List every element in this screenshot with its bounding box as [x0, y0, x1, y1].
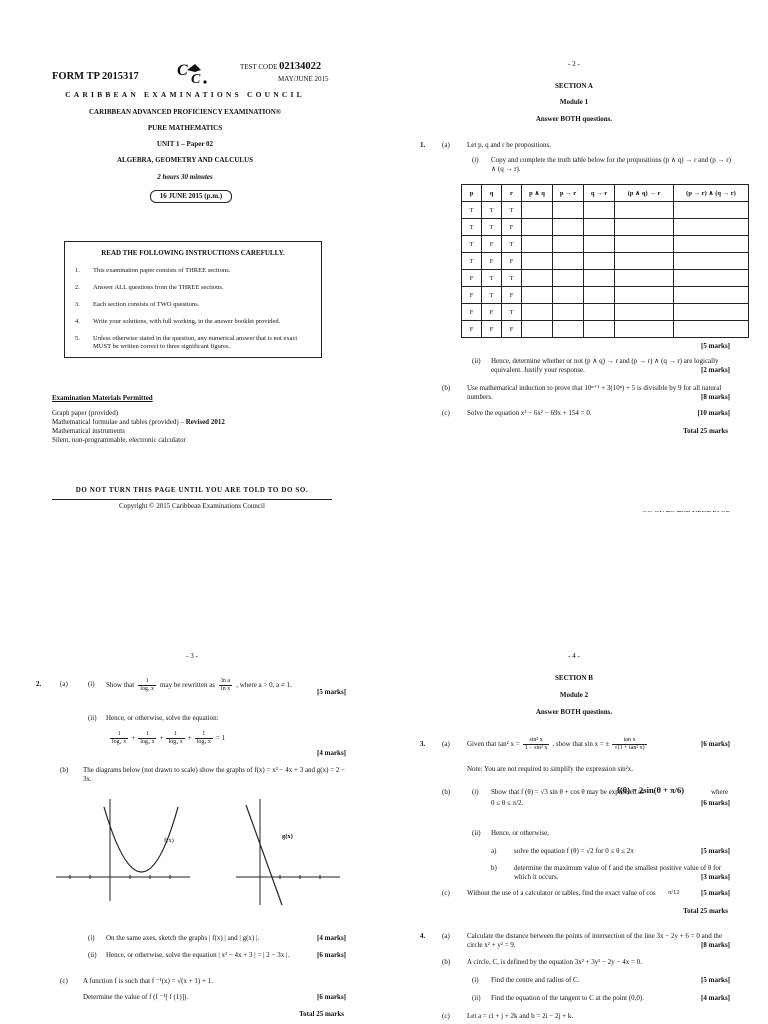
table-cell [674, 253, 749, 270]
instruction-item [75, 284, 311, 292]
exam-date: 16 JUNE 2015 (p.m.) [150, 190, 232, 203]
marks: [6 marks] [317, 993, 346, 1001]
table-cell [522, 270, 553, 287]
question-number: 2. [36, 680, 42, 688]
fraction-numerator: ln a [221, 677, 231, 684]
test-code-label [240, 62, 321, 72]
item-label: b) [491, 864, 497, 872]
table-header-cell: r [502, 185, 522, 202]
instruction-number: 2. [75, 284, 80, 291]
marks: [2 marks] [701, 366, 730, 374]
marks: [5 marks] [701, 342, 730, 350]
table-row [462, 219, 749, 236]
table-cell [615, 219, 674, 236]
answer-instruction: Answer BOTH questions. [535, 115, 613, 123]
table-cell [522, 253, 553, 270]
text-fragment: , where a > 0, a ≠ 1. [236, 680, 292, 689]
subpart-label: (i) [88, 680, 95, 688]
part-label: (a) [442, 141, 450, 149]
table-cell [553, 287, 584, 304]
page-4 [384, 512, 768, 1024]
page-2 [384, 0, 768, 512]
instruction-text: Write your solutions, with full working, in the answer booklet provided. [93, 318, 281, 325]
instruction-item [75, 335, 311, 351]
part-text: Solve the equation x³ − 6x² − 69x + 154 = 0. [467, 409, 592, 417]
copyright: Copyright © 2015 Caribbean Examinations Council [119, 502, 265, 510]
table-cell: T [482, 219, 502, 236]
module-title: Module 2 [559, 691, 589, 699]
part-label: (b) [442, 788, 451, 796]
fraction-numerator: sin² x [529, 736, 543, 743]
table-cell [674, 304, 749, 321]
test-code-label-text: TEST CODE [240, 63, 278, 71]
item-label: a) [491, 847, 497, 855]
table-cell [553, 253, 584, 270]
question-number: 3. [420, 740, 426, 748]
instructions-title: READ THE FOLLOWING INSTRUCTIONS CAREFULLY. [101, 249, 285, 257]
subpart-text: Find the equation of the tangent to C at the point (0,0). [491, 994, 644, 1002]
table-header-cell: q [482, 185, 502, 202]
marks: [5 marks] [317, 688, 346, 696]
table-cell [615, 202, 674, 219]
page-number: - 4 - [568, 652, 580, 660]
table-row [462, 202, 749, 219]
plus-sign: + [159, 733, 164, 742]
total-marks: Total 25 marks [683, 427, 728, 435]
table-row [462, 287, 749, 304]
marks: [6 marks] [701, 799, 730, 807]
note: Note: You are not required to simplify the expression sin²x. [467, 765, 633, 773]
table-cell [584, 304, 615, 321]
part-label: (b) [442, 958, 451, 966]
truth-table [461, 184, 749, 338]
page-1 [0, 0, 384, 512]
table-row [462, 321, 749, 338]
text-fragment: may be rewritten as [160, 680, 216, 689]
fraction-denominator: log₃ x [140, 738, 155, 745]
subpart-text: Show that f (θ) = √3 sin θ + cos θ may be expressed as [491, 788, 644, 796]
topic: ALGEBRA, GEOMETRY AND CALCULUS [116, 156, 253, 164]
fraction [166, 731, 184, 746]
subpart-label: (ii) [88, 951, 97, 959]
instructions-box [64, 241, 322, 358]
table-row [462, 304, 749, 321]
fraction-denominator: √(1 + tan² x) [614, 744, 645, 751]
material-item [52, 418, 352, 427]
table-cell: T [502, 236, 522, 253]
fraction-denominator: log₂ x [112, 738, 127, 745]
marks: [4 marks] [317, 934, 346, 942]
table-cell [522, 321, 553, 338]
marks: [5 marks] [701, 976, 730, 984]
total-marks: Total 25 marks [683, 907, 728, 915]
table-cell [674, 321, 749, 338]
fraction [110, 731, 128, 746]
table-cell: F [462, 321, 482, 338]
part-label: (a) [60, 680, 68, 688]
part-text: A circle, C, is defined by the equation 3x² + 3y² − 2y − 4x = 0. [467, 958, 642, 966]
table-header-cell: q → r [584, 185, 615, 202]
page-number: - 3 - [186, 652, 198, 660]
part-text: Determine the value of f (f ⁻¹[ f (1)]). [83, 993, 189, 1001]
table-cell [615, 321, 674, 338]
truth-table-header [462, 185, 749, 202]
table-cell: T [502, 270, 522, 287]
instruction-text: This examination paper consists of THREE sections. [93, 267, 231, 274]
table-cell [584, 219, 615, 236]
fraction [138, 731, 156, 746]
table-cell [553, 236, 584, 253]
instruction-text: Unless otherwise stated in the question, any numerical answer that is not exact MUST be written correct to three significant figures. [93, 335, 298, 350]
table-cell: T [502, 202, 522, 219]
fraction [612, 737, 646, 752]
subpart-text: Hence, or otherwise, solve the equation | x² − 4x + 3 | = | 2 − 3x |. [106, 951, 290, 959]
fraction [138, 678, 156, 693]
part-text: A function f is such that f ⁻¹(x) = √(x + 1) + 1. [83, 977, 213, 985]
form-number: FORM TP 2015317 [52, 71, 139, 82]
marks: [6 marks] [701, 740, 730, 748]
table-cell [522, 202, 553, 219]
instruction-item [75, 301, 311, 309]
module-title: Module 1 [559, 98, 589, 106]
table-cell: F [462, 270, 482, 287]
table-cell: F [502, 287, 522, 304]
subpart-label: (i) [88, 934, 95, 942]
table-cell: F [502, 219, 522, 236]
fraction [523, 737, 550, 752]
table-cell [553, 321, 584, 338]
subpart-text: On the same axes, sketch the graphs | f(x) | and | g(x) |. [106, 934, 260, 942]
table-cell: F [482, 321, 502, 338]
instruction-number: 5. [75, 335, 80, 342]
instruction-text: Each section consists of TWO questions. [93, 301, 200, 308]
table-cell: F [462, 304, 482, 321]
table-cell: F [482, 304, 502, 321]
answer-instruction: Answer BOTH questions. [535, 708, 613, 716]
table-cell: F [482, 253, 502, 270]
subpart-text: Hence, or otherwise, solve the equation: [106, 714, 219, 722]
table-header-cell: (p → r) ∧ (q → r) [674, 185, 749, 202]
subpart-label: (ii) [472, 829, 481, 837]
table-cell [615, 287, 674, 304]
expression: f(θ) = 2sin(θ + π/6) [617, 785, 685, 795]
subpart-label: (ii) [88, 714, 97, 722]
part-text: Let p, q and r be propositions. [467, 141, 551, 149]
table-header-cell: p [462, 185, 482, 202]
page-number: - 2 - [568, 60, 580, 68]
section-title: SECTION B [555, 674, 593, 682]
subject: PURE MATHEMATICS [147, 124, 223, 132]
text-fragment: Show that [106, 680, 135, 689]
question-number: 1. [420, 141, 426, 149]
part-label: (b) [60, 766, 69, 774]
table-cell [584, 236, 615, 253]
table-cell [584, 321, 615, 338]
instruction-text: Answer ALL questions from the THREE sections. [93, 284, 224, 291]
fraction-denominator: log₅ x [196, 738, 211, 745]
table-cell [584, 287, 615, 304]
table-cell [522, 287, 553, 304]
fraction-numerator: 1 [145, 730, 149, 737]
part-label: (c) [442, 409, 450, 417]
table-row [462, 253, 749, 270]
instruction-item [75, 318, 311, 326]
material-revised: Revised 2012 [185, 418, 225, 426]
table-cell: T [482, 270, 502, 287]
subpart-text: Hence, or otherwise, [491, 829, 549, 837]
text-fragment: Given that tan² x = [467, 739, 520, 748]
part-text: Let a = ci + j + 2k and b = 2i − 2j + k. [467, 1012, 574, 1020]
fraction-denominator: logₐ x [140, 685, 155, 692]
subpart-text: where [711, 788, 729, 796]
table-cell [674, 236, 749, 253]
cxc-logo-icon [177, 58, 211, 86]
graph-f [52, 797, 192, 902]
item-text: determine the maximum value of f and the smallest positive value of θ for which it occurs. [514, 864, 722, 881]
subpart-text: Hence, determine whether or not (p ∧ q) → r and (p → r) ∧ (q → r) are logically equivalent. Justify your response. [491, 357, 719, 374]
table-cell [553, 219, 584, 236]
fraction [195, 731, 213, 746]
table-cell: T [462, 219, 482, 236]
fraction-denominator: log₄ x [168, 738, 183, 745]
subpart-text: Find the centre and radius of C. [491, 976, 580, 984]
subpart-label: (i) [472, 788, 479, 796]
table-row [462, 236, 749, 253]
table-cell [615, 304, 674, 321]
part-label: (b) [442, 384, 451, 392]
total-marks: Total 25 marks [299, 1010, 344, 1018]
part-label: (a) [442, 740, 450, 748]
fraction-numerator: tan x [623, 736, 636, 743]
item-text: solve the equation f (θ) = √2 for 0 ≤ θ ≤ 2π [514, 847, 634, 855]
material-item: Mathematical instruments [52, 427, 125, 435]
part-text: Without the use of a calculator or tables, find the exact value of cos [467, 889, 656, 897]
subpart-text: Copy and complete the truth table below for the propositions (p ∧ q) → r and (p → r) ∧ (q → r). [491, 156, 731, 173]
svg-text:C: C [177, 62, 188, 79]
table-cell [674, 202, 749, 219]
table-cell [553, 202, 584, 219]
subpart-label: (ii) [472, 357, 481, 365]
do-not-turn-warning: DO NOT TURN THIS PAGE UNTIL YOU ARE TOLD TO DO SO. [75, 486, 309, 494]
subpart-label: (ii) [472, 994, 481, 1002]
instruction-item [75, 267, 311, 275]
fraction-numerator: 1 [117, 730, 121, 737]
part-label: (c) [442, 1012, 450, 1020]
material-item: Silent, non-programmable, electronic calculator [52, 436, 186, 444]
marks: [8 marks] [701, 941, 730, 949]
part-label: (c) [60, 977, 68, 985]
part-text: The diagrams below (not drawn to scale) show the graphs of f(x) = x² − 4x + 3 and g(x) = 2 − 3x. [83, 766, 346, 783]
table-cell: F [502, 321, 522, 338]
section-title: SECTION A [555, 82, 593, 90]
graph-g-svg [232, 797, 342, 907]
part-label: (c) [442, 889, 450, 897]
part-text: Use mathematical induction to prove that 10ⁿ⁺¹ + 3(10ⁿ) + 5 is divisible by 9 for all natural numbers. [467, 384, 722, 401]
table-cell: T [502, 304, 522, 321]
fraction-numerator: 1 [202, 730, 206, 737]
g-label: g(x) [282, 833, 293, 840]
table-cell [584, 253, 615, 270]
table-header-cell: p → r [553, 185, 584, 202]
part-text: Calculate the distance between the points of intersection of the line 3x − 2y + 6 = 0 and the circle x² + y² = 9. [467, 932, 723, 949]
g-line [246, 805, 282, 905]
duration: 2 hours 30 minutes [157, 173, 213, 181]
part-text [467, 732, 697, 756]
materials-title: Examination Materials Permitted [52, 394, 153, 402]
marks: [6 marks] [317, 951, 346, 959]
table-cell [674, 270, 749, 287]
table-cell [674, 219, 749, 236]
instruction-number: 4. [75, 318, 80, 325]
table-cell [522, 219, 553, 236]
table-cell: T [462, 253, 482, 270]
f-label: f(x) [164, 837, 174, 844]
table-cell [584, 202, 615, 219]
equation-rhs: = 1 [215, 733, 226, 742]
graph-f-svg [52, 797, 192, 902]
test-code: 02134022 [279, 61, 322, 72]
table-cell [553, 304, 584, 321]
fraction: π/12 [668, 889, 680, 896]
table-cell: T [482, 202, 502, 219]
graph-g [232, 797, 342, 907]
table-cell [615, 253, 674, 270]
table-row [462, 270, 749, 287]
fraction-numerator: 1 [145, 677, 149, 684]
exam-name: CARIBBEAN ADVANCED PROFICIENCY EXAMINATION® [89, 108, 281, 116]
part-label: (a) [442, 932, 450, 940]
table-cell: F [482, 236, 502, 253]
marks: [10 marks] [697, 409, 730, 417]
subpart-label: (i) [472, 156, 479, 164]
marks: [4 marks] [701, 994, 730, 1002]
page-3 [0, 512, 384, 1024]
material-item: Graph paper (provided) [52, 409, 119, 417]
marks: [5 marks] [701, 889, 730, 897]
session: MAY/JUNE 2015 [278, 75, 329, 83]
fraction [219, 678, 232, 693]
table-cell [553, 270, 584, 287]
instruction-number: 1. [75, 267, 80, 274]
plus-sign: + [187, 733, 192, 742]
table-cell: F [502, 253, 522, 270]
table-cell [522, 304, 553, 321]
table-cell: F [462, 287, 482, 304]
marks: [5 marks] [701, 847, 730, 855]
table-header-cell: (p ∧ q) → r [615, 185, 674, 202]
question-number: 4. [420, 932, 426, 940]
table-cell: T [462, 202, 482, 219]
table-cell: T [462, 236, 482, 253]
council-name: CARIBBEAN EXAMINATIONS COUNCIL [65, 90, 305, 99]
subpart-label: (i) [472, 976, 479, 984]
divider [52, 499, 332, 500]
table-cell [522, 236, 553, 253]
marks: [3 marks] [701, 873, 730, 881]
table-cell [674, 287, 749, 304]
fraction-denominator: 1 − sin² x [524, 744, 548, 751]
marks: [4 marks] [317, 749, 346, 757]
table-cell [584, 270, 615, 287]
fraction-numerator: 1 [174, 730, 178, 737]
subpart-text: 0 ≤ θ ≤ π/2. [491, 799, 524, 807]
plus-sign: + [131, 733, 136, 742]
material-text: Mathematical formulae and tables (provided) – [52, 418, 186, 426]
table-cell: T [482, 287, 502, 304]
log-equation [110, 728, 225, 748]
table-cell [615, 270, 674, 287]
table-header-cell: p ∧ q [522, 185, 553, 202]
table-cell [615, 236, 674, 253]
instruction-number: 3. [75, 301, 80, 308]
svg-text:C: C [191, 72, 201, 86]
materials-list [52, 409, 352, 445]
unit: UNIT 1 – Paper 02 [156, 140, 214, 148]
text-fragment: , show that sin x = ± [552, 739, 610, 748]
marks: [8 marks] [701, 393, 730, 401]
fraction-denominator: ln x [221, 685, 231, 692]
